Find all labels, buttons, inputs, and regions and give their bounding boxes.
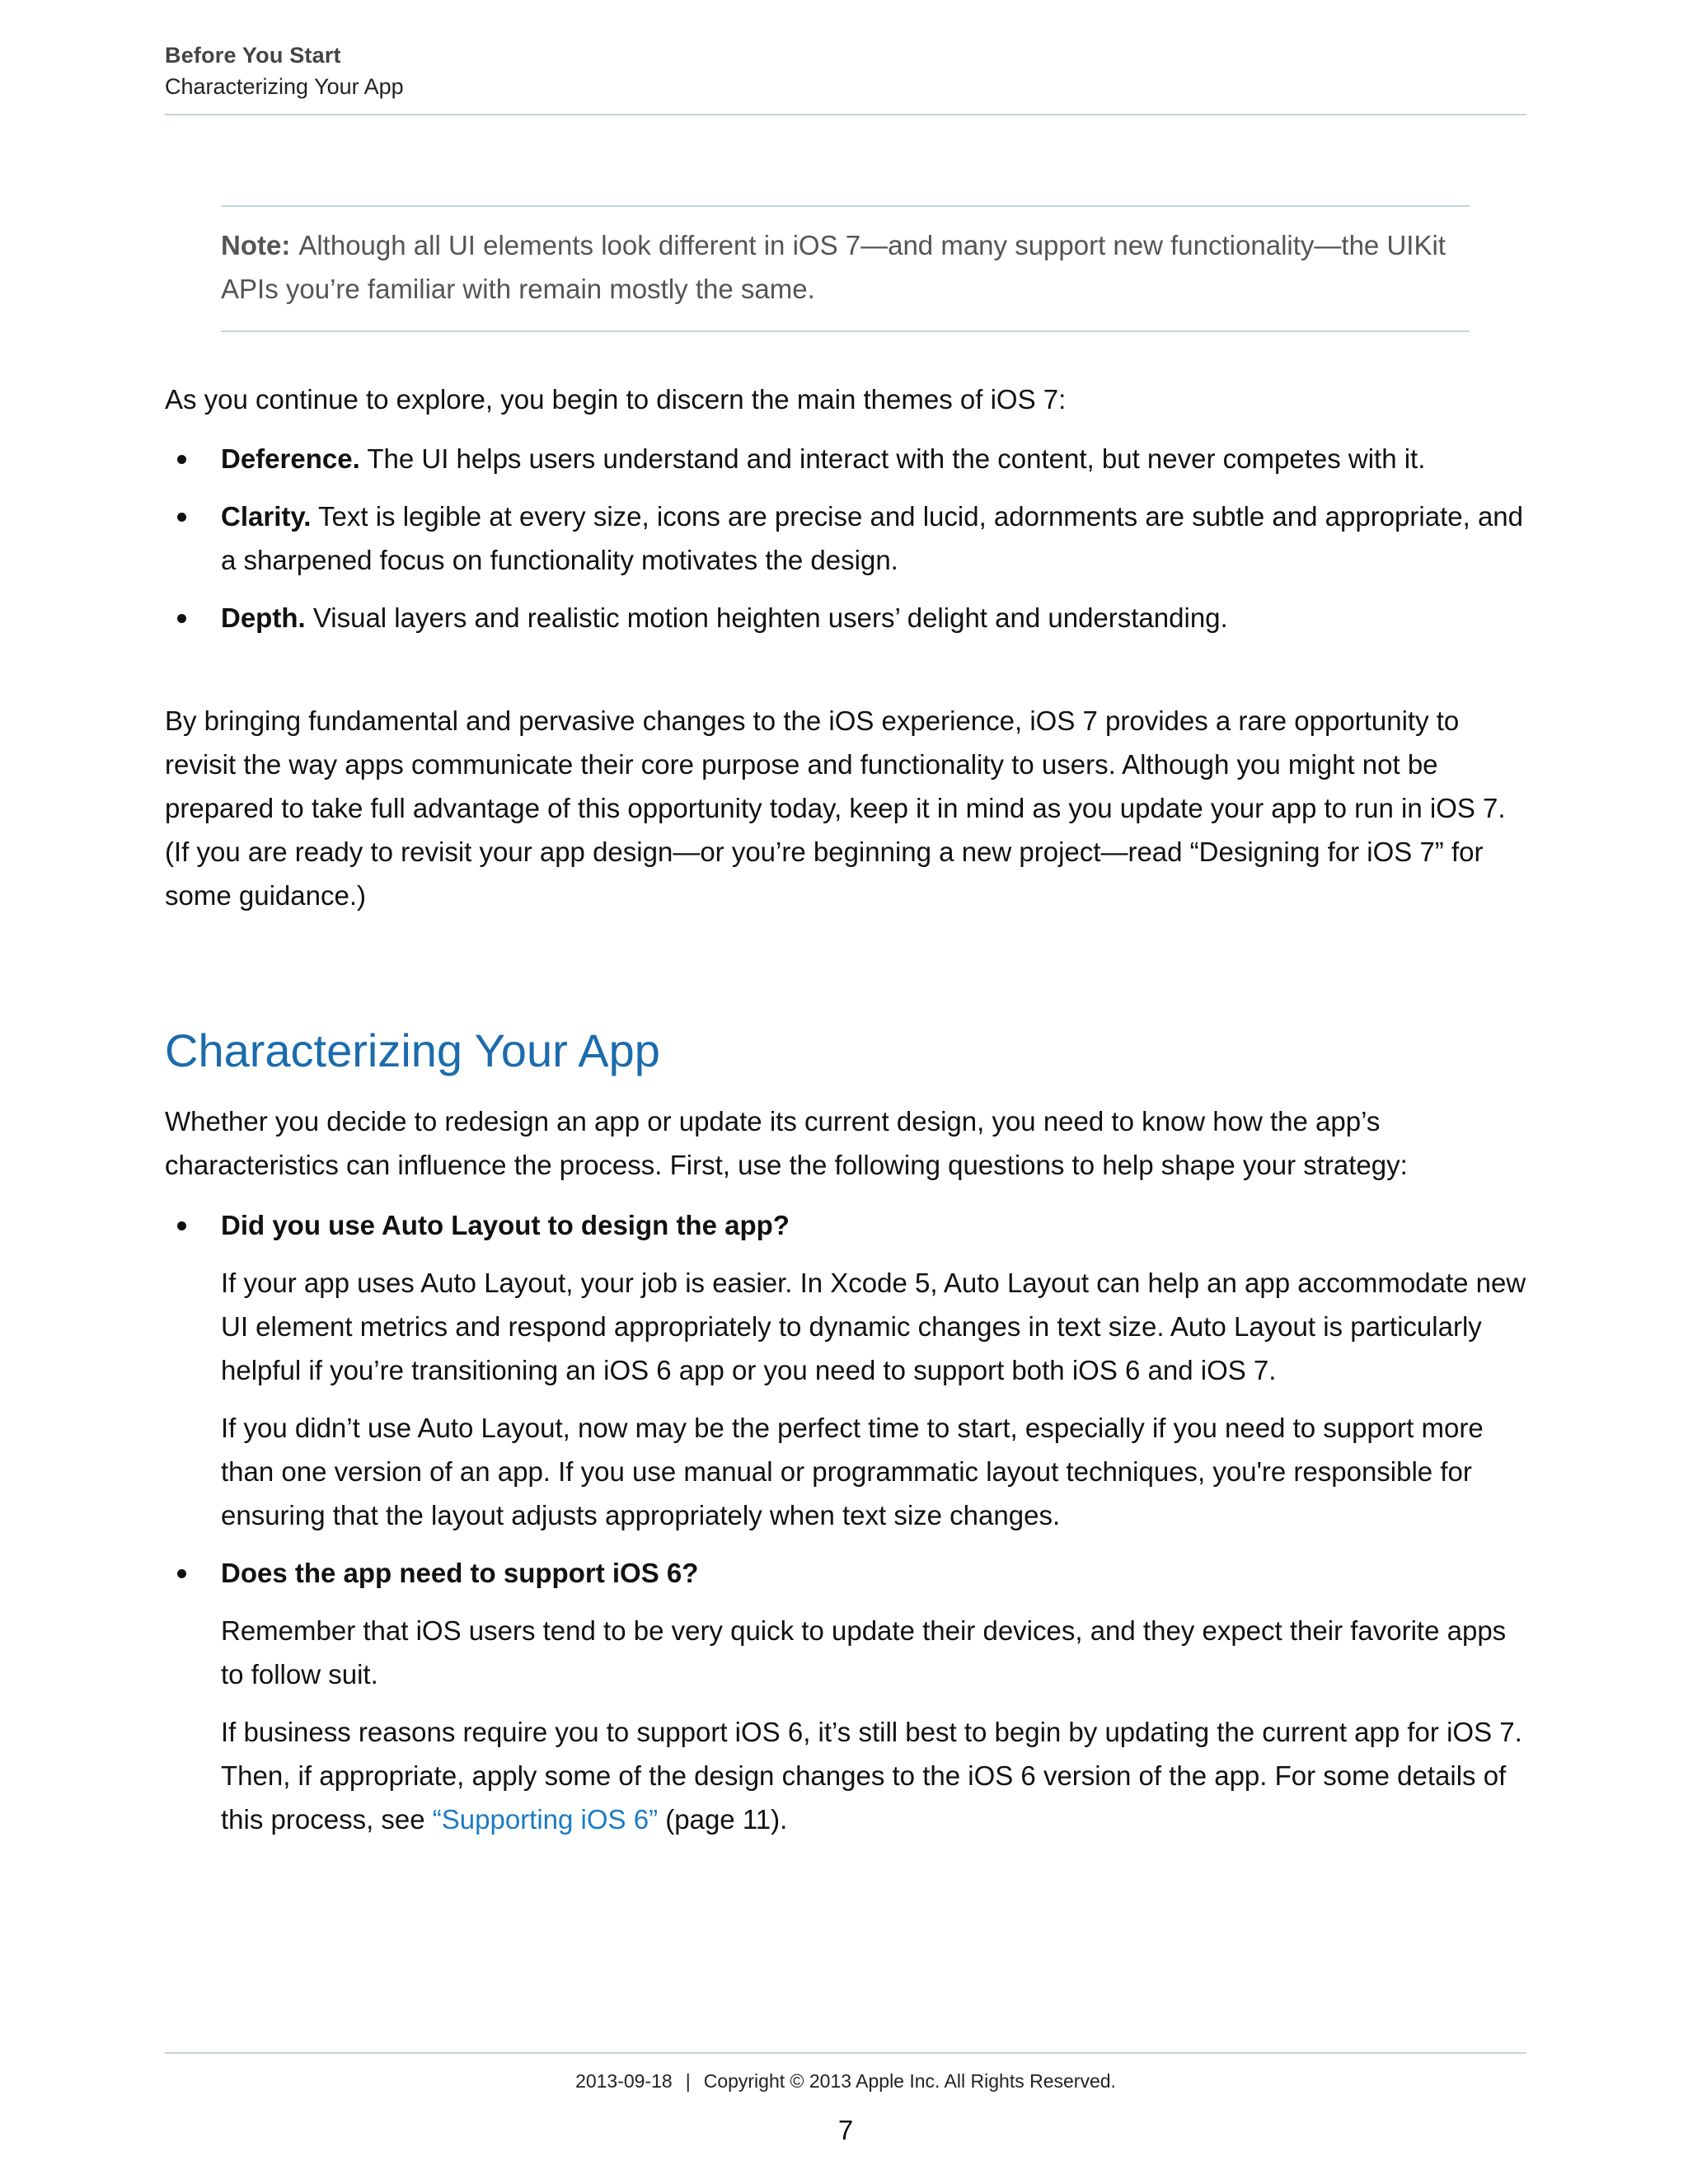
header-section-title: Before You Start: [165, 43, 341, 68]
answer-paragraph: If your app uses Auto Layout, your job is easier. In Xcode 5, Auto Layout can help an app accommodate new UI element metrics and respond appropriately to dynamic changes in text size. Auto Layout is particularly helpful if you’re transitioning an iOS 6 app or you need to support both iOS 6 and iOS 7.: [221, 1268, 1526, 1385]
header-chapter-title: Characterizing Your App: [165, 74, 404, 99]
theme-term: Clarity.: [221, 501, 312, 532]
answer-text: (page 11).: [658, 1804, 788, 1835]
bullet-icon: [177, 614, 186, 623]
document-page: [165, 0, 1526, 2184]
list-item: [165, 596, 1526, 640]
themes-intro: As you continue to explore, you begin to discern the main themes of iOS 7:: [165, 384, 1067, 415]
list-item: [165, 1203, 1526, 1537]
list-item: [165, 437, 1526, 480]
theme-text: The UI helps users understand and interact with the content, but never competes with it.: [367, 443, 1426, 474]
note-body: Although all UI elements look different in iOS 7—and many support new functionality—the UIKit APIs you’re familiar with remain mostly the same.: [221, 230, 1446, 304]
theme-term: Depth.: [221, 602, 306, 633]
answer-paragraph: If you didn’t use Auto Layout, now may be the perfect time to start, especially if you need to support more than one version of an app. If you use manual or programmatic layout techniques, you're responsible for ensuring that the layout adjusts appropriately when text size changes.: [221, 1413, 1484, 1530]
footer-separator: |: [685, 2070, 691, 2092]
note-bottom-rule: [221, 330, 1470, 332]
theme-term: Deference.: [221, 443, 360, 474]
footer-copyright: Copyright © 2013 Apple Inc. All Rights Reserved.: [703, 2070, 1116, 2092]
footer-meta: [165, 2067, 1526, 2095]
note-label: Note:: [221, 230, 291, 260]
answer-paragraph: Remember that iOS users tend to be very quick to update their devices, and they expect their favorite apps to follow suit.: [221, 1615, 1507, 1690]
running-header: [165, 40, 1526, 102]
footer-date: 2013-09-18: [575, 2070, 673, 2092]
section-intro: Whether you decide to redesign an app or update its current design, you need to know how the app’s characteristics can influence the process. First, use the following questions to help shape your strategy:: [165, 1106, 1408, 1180]
header-divider: [165, 114, 1526, 115]
section-heading: Characterizing Your App: [165, 1024, 660, 1076]
answer-paragraph: [221, 1710, 1526, 1841]
questions-list: [165, 1203, 1526, 1855]
bullet-icon: [177, 513, 186, 522]
question-title: Did you use Auto Layout to design the app?: [221, 1210, 790, 1240]
bullet-icon: [177, 455, 186, 464]
closing-paragraph: By bringing fundamental and pervasive changes to the iOS experience, iOS 7 provides a rare opportunity to revisit the way apps communicate their core purpose and functionality to users. Although you might not be prepared to take full advantage of this opportunity today, keep it in mind as you update your app to run in iOS 7. (If you are ready to revisit your app design—or you’re beginning a new project—read “Designing for iOS 7” for some guidance.): [165, 705, 1506, 911]
note-text: [221, 207, 1470, 330]
supporting-ios6-link[interactable]: “Supporting iOS 6”: [432, 1804, 659, 1835]
page-number: 7: [837, 2115, 854, 2145]
theme-text: Visual layers and realistic motion heighten users’ delight and understanding.: [312, 602, 1228, 633]
theme-text: Text is legible at every size, icons are precise and lucid, adornments are subtle and appropriate, and a sharpened focus on functionality motivates the design.: [221, 501, 1524, 575]
list-item: [165, 1551, 1526, 1841]
question-title: Does the app need to support iOS 6?: [221, 1558, 699, 1588]
footer-divider: [165, 2052, 1526, 2054]
bullet-icon: [177, 1221, 186, 1230]
note-box: [221, 205, 1470, 332]
answer-text: If business reasons require you to support iOS 6, it’s still best to begin by updating the current app for iOS 7. Then, if appropriate, apply some of the design changes to the iOS 6 version of the app. For some details of this process, see: [221, 1717, 1522, 1835]
themes-list: [165, 437, 1526, 654]
bullet-icon: [177, 1569, 186, 1578]
list-item: [165, 494, 1526, 582]
